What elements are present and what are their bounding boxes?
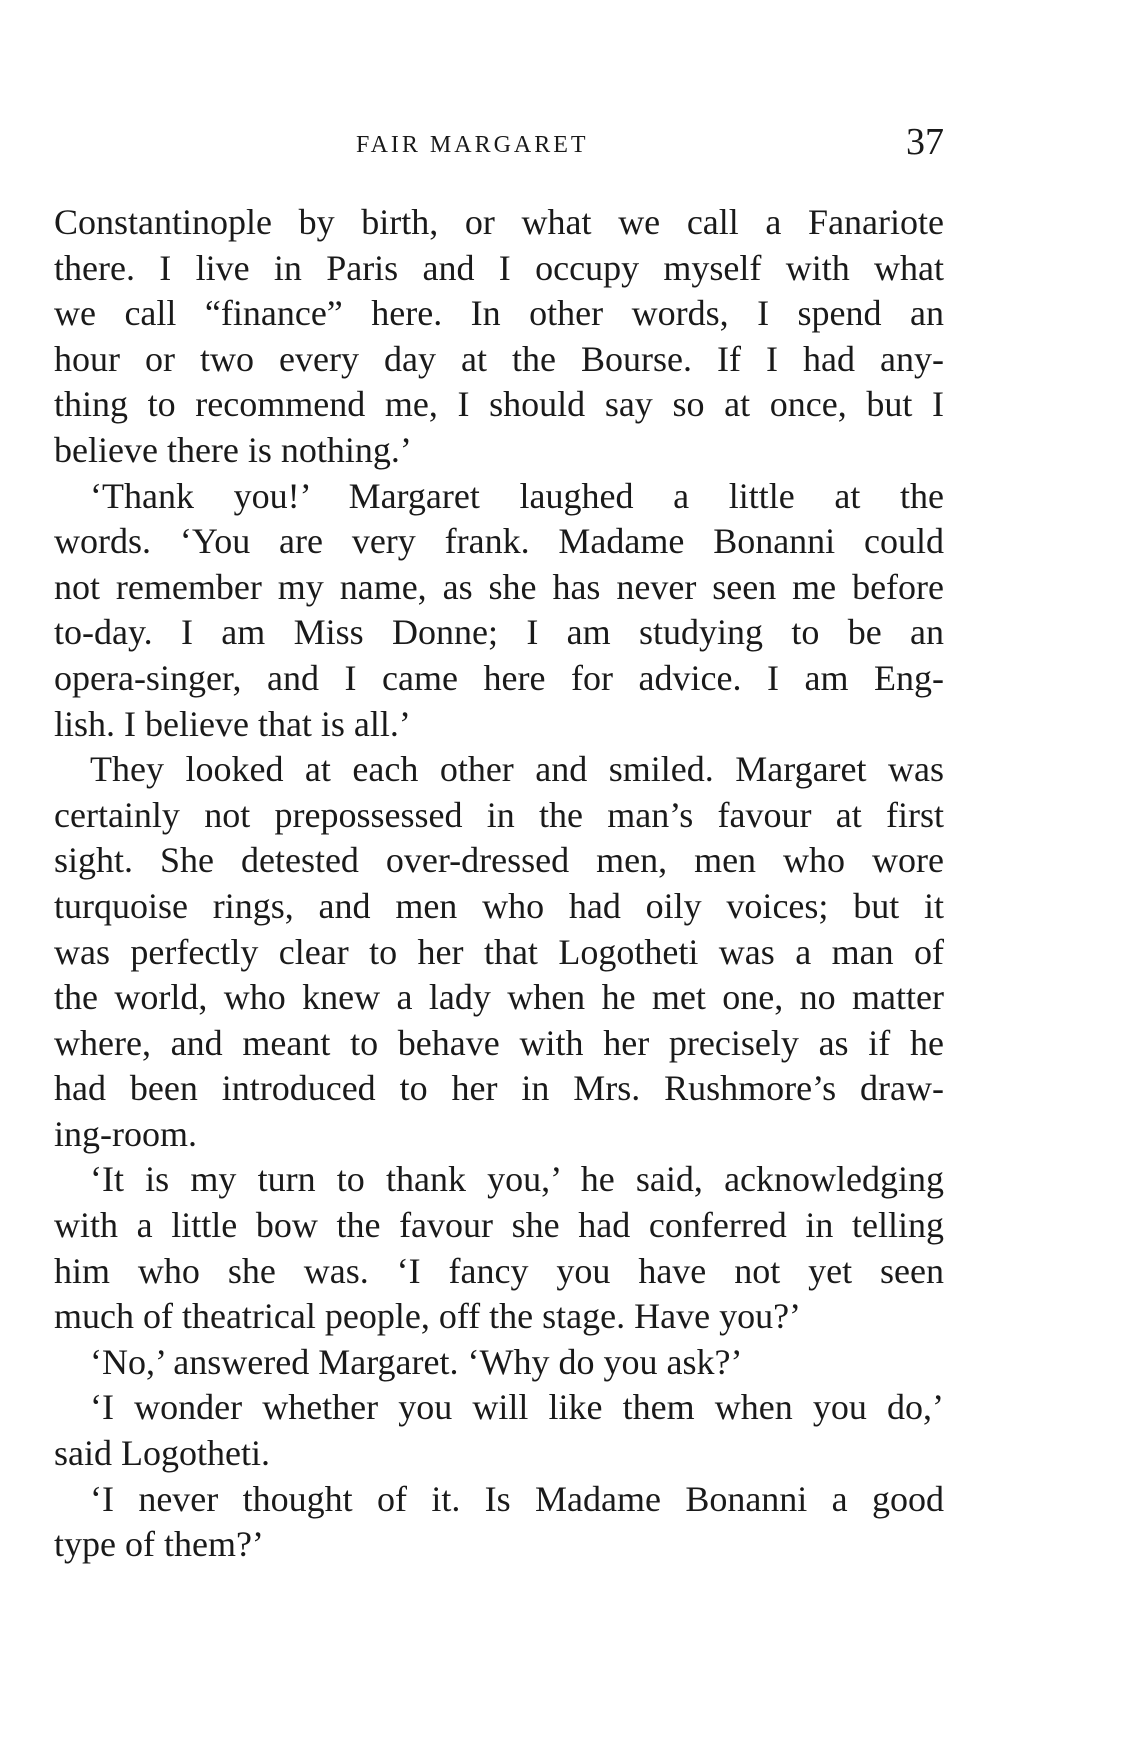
running-title: FAIR MARGARET (356, 132, 589, 158)
text-line: was perfectly clear to her that Logotheti was a man of (54, 931, 944, 972)
text-line: certainly not prepossessed in the man’s favour at first (54, 794, 944, 835)
text-line: ‘It is my turn to thank you,’ he said, acknowledging (90, 1159, 944, 1200)
text-line: turquoise rings, and men who had oily voices; but it (54, 885, 944, 926)
text-line: said Logotheti. (54, 1433, 270, 1474)
text-line: where, and meant to behave with her precisely as if he (54, 1022, 944, 1063)
text-line: Constantinople by birth, or what we call a Fanariote (54, 202, 944, 242)
text-line: ‘No,’ answered Margaret. ‘Why do you ask?’ (90, 1341, 743, 1382)
text-line: believe there is nothing.’ (54, 429, 412, 470)
text-line: hour or two every day at the Bourse. If I had any- (54, 338, 944, 379)
text-line: much of theatrical people, off the stage. Have you?’ (54, 1296, 802, 1337)
text-line: had been introduced to her in Mrs. Rushmore’s draw- (54, 1068, 944, 1109)
body-text (54, 200, 944, 1568)
page-header (56, 118, 944, 178)
text-line: there. I live in Paris and I occupy myself with what (54, 247, 944, 288)
text-line: words. ‘You are very frank. Madame Bonanni could (54, 521, 944, 562)
text-line: thing to recommend me, I should say so at once, but I (54, 384, 944, 425)
text-line: lish. I believe that is all.’ (54, 703, 411, 744)
text-line: we call “finance” here. In other words, I spend an (54, 293, 944, 334)
text-line: the world, who knew a lady when he met one, no matter (54, 977, 944, 1018)
text-line: not remember my name, as she has never seen me before (54, 566, 944, 607)
text-line: with a little bow the favour she had conferred in telling (54, 1205, 944, 1246)
text-line: opera-singer, and I came here for advice. I am Eng- (54, 657, 944, 698)
text-line: type of them?’ (54, 1524, 264, 1565)
page-number: 37 (906, 121, 944, 163)
text-line: sight. She detested over-dressed men, men who wore (54, 840, 944, 881)
text-line: ‘I wonder whether you will like them when you do,’ (90, 1387, 944, 1428)
text-line: They looked at each other and smiled. Margaret was (90, 749, 944, 790)
text-line: to-day. I am Miss Donne; I am studying to be an (54, 612, 944, 653)
text-line: ing-room. (54, 1113, 197, 1154)
text-line: ‘Thank you!’ Margaret laughed a little at the (90, 475, 944, 516)
text-line: him who she was. ‘I fancy you have not yet seen (54, 1250, 944, 1291)
text-line: ‘I never thought of it. Is Madame Bonanni a good (90, 1478, 944, 1519)
